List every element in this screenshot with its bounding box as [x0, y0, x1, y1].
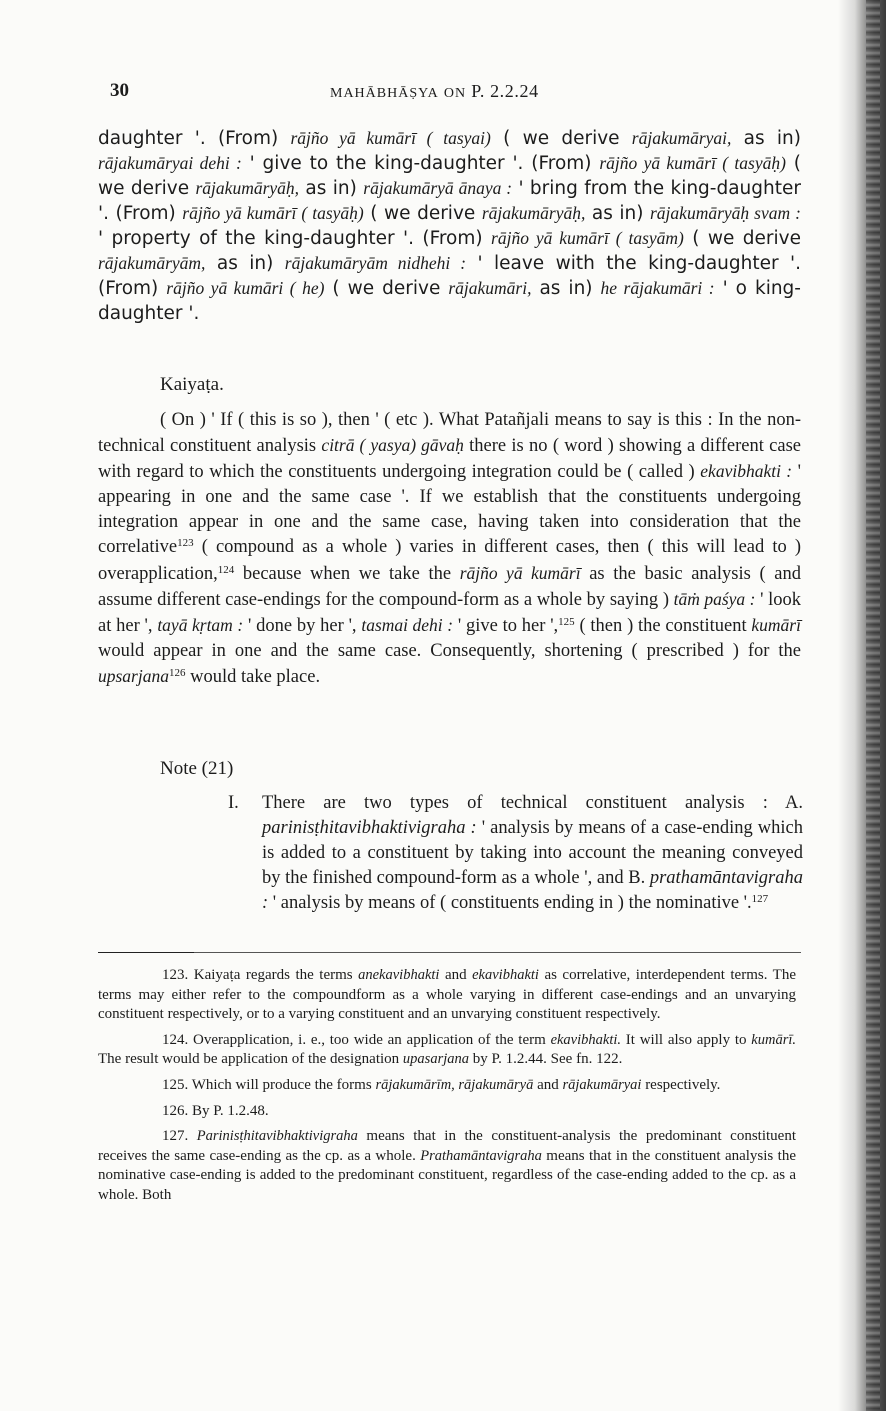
- note-item-number: I.: [228, 793, 239, 813]
- running-title: MAHĀBHĀṢYA ON P. 2.2.24: [330, 81, 539, 101]
- footnote: 127. Parinisṭhitavibhaktivigraha means that in the constituent-analysis the predominant constituent receives the same case-ending as the cp. as a whole. Prathamāntavigraha means that in the constituent analysis the nominative case-ending is added to the predominant constituent, regardless of the case-ending added to the cp. as a whole. Both: [98, 1128, 797, 1203]
- footnote: 124. Overapplication, i. e., too wide an application of the term ekavibhakti. It will also apply to kumārī. The result would be application of the designation upasarjana by P. 1.2.44. See fn. 122.: [98, 1031, 796, 1068]
- footnote-ref: 126: [168, 666, 186, 679]
- footnote-separator-accent: [98, 952, 194, 953]
- footnotes: [98, 966, 796, 1212]
- running-header: [110, 80, 800, 104]
- footnote-separator: [98, 952, 801, 953]
- footnote-ref: 125: [558, 615, 575, 628]
- kaiyata-heading: Kaiyaṭa.: [160, 374, 224, 395]
- footnote-ref: 124: [217, 563, 235, 576]
- note-item-text: There are two types of technical constituent analysis : A. parinisṭhitavibhaktivigraha : ' analysis by means of a case-ending which is added to a constituent by taking into account the meaning conveyed by the finished compound-form as a whole ', and B. prathamāntavigraha : ' analysis by means of ( constituents ending in ) the nominative '.$^{127}$: [262, 793, 804, 914]
- footnote-ref: 127: [751, 893, 769, 906]
- footnote-ref: 123: [177, 537, 194, 550]
- kaiyata-paragraph: ( On ) ' If ( this is so ), then ' ( etc ). What Patañjali means to say is this : In the non-technical constituent analysis citrā ( yasya) gāvaḥ there is no ( word ) showing a different case with regard to which the constituents undergoing integration could be ( called ) ekavibhakti : ' appearing in one and the same case '. If we establish that the constituents undergoing integration appear in one and the same case, having taken into consideration that the correlative$^{123}$ ( compound as a whole ) varies in different cases, then ( this will lead to ) overapplication,$^{124}$ because when we take the rājño yā kumārī as the basic analysis ( and assume different case-endings for the compound-form as a whole by saying ) tāṁ paśya : ' look at her ', tayā kṛtam : ' done by her ', tasmai dehi : ' give to her ',$^{125}$ ( then ) the constituent kumārī would appear in one and the same case. Consequently, shortening ( prescribed ) for the upsarjana$^{126}$ would take place.: [98, 410, 801, 687]
- footnote: 125. Which will produce the forms rājakumārīm, rājakumāryā and rājakumāryai respectively.: [162, 1076, 721, 1093]
- translation-paragraph: daughter '. (From) rājño yā kumārī ( tasyai) ( we derive rājakumāryai, as in) rājakumāryai dehi : ' give to the king-daughter '. (From) rājño yā kumārī ( tasyāḥ) ( we derive rājakumāryāḥ, as in) rājakumāryā ānaya : ' bring from the king-daughter '. (From) rājño yā kumārī ( tasyāḥ) ( we derive rājakumāryāḥ, as in) rājakumāryāḥ svam : ' property of the king-daughter '. (From) rājño yā kumārī ( tasyām) ( we derive rājakumāryām, as in) rājakumāryām nidhehi : ' leave with the king-daughter '. (From) rājño yā kumāri ( he) ( we derive rājakumāri, as in) he rājakumāri : ' o king-daughter '.: [98, 128, 802, 324]
- footnote: 123. Kaiyaṭa regards the terms anekavibhakti and ekavibhakti as correlative, interdependent terms. The terms may either refer to the compoundform as a whole varying in different case-endings and an unvarying constituent respectively, or to a varying constituent and an unvarying constituent respectively.: [98, 967, 797, 1023]
- note-heading: Note (21): [160, 758, 234, 779]
- footnote: 126. By P. 1.2.48.: [162, 1102, 269, 1119]
- page-edge-texture: [866, 0, 880, 1411]
- page-number: 30: [110, 80, 129, 101]
